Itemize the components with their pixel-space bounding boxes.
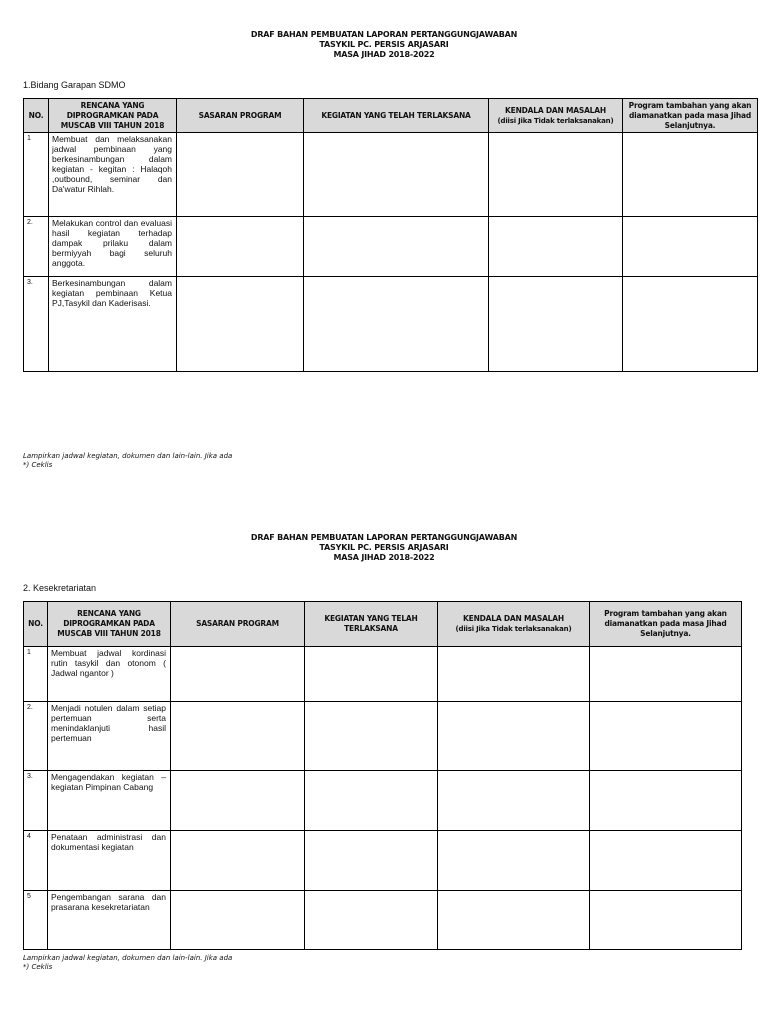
col-header-no: NO. <box>24 602 48 647</box>
cell-program[interactable] <box>623 217 758 277</box>
table-header-row <box>24 602 742 647</box>
cell-program[interactable] <box>590 891 742 950</box>
footnote-2 <box>23 954 232 972</box>
header-period: MASA JIHAD 2018-2022 <box>333 50 435 59</box>
col-header-kendala <box>438 602 590 647</box>
row-rencana: Melakukan control dan evaluasi hasil kegiatan terhadap dampak prilaku dalam bermiyyah bagi seluruh anggota. <box>49 217 177 277</box>
cell-sasaran[interactable] <box>177 277 304 372</box>
footnote-attachment: Lampirkan jadwal kegiatan, dokumen dan lain-lain. Jika ada <box>23 452 233 460</box>
header-subtitle: TASYKIL PC. PERSIS ARJASARI <box>319 543 449 552</box>
table-row <box>24 647 742 702</box>
col-header-kendala-title: KENDALA DAN MASALAH <box>463 614 564 623</box>
cell-sasaran[interactable] <box>171 891 305 950</box>
table-header-row <box>24 99 758 133</box>
cell-sasaran[interactable] <box>171 702 305 771</box>
cell-program[interactable] <box>623 133 758 217</box>
header-period: MASA JIHAD 2018-2022 <box>333 553 435 562</box>
report-table-kesekretariatan <box>23 601 742 950</box>
cell-program[interactable] <box>590 647 742 702</box>
row-number: 5 <box>24 891 48 950</box>
cell-kendala[interactable] <box>438 891 590 950</box>
col-header-rencana: RENCANA YANG DIPROGRAMKAN PADA MUSCAB VIII TAHUN 2018 <box>49 99 177 133</box>
cell-kendala[interactable] <box>489 133 623 217</box>
col-header-program: Program tambahan yang akan diamanatkan pada masa Jihad Selanjutnya. <box>590 602 742 647</box>
table-row <box>24 891 742 950</box>
section-label-kesekretariatan: 2. Kesekretariatan <box>23 583 97 593</box>
footnote-attachment: Lampirkan jadwal kegiatan, dokumen dan lain-lain. Jika ada <box>23 954 233 962</box>
cell-sasaran[interactable] <box>177 217 304 277</box>
col-header-kendala <box>489 99 623 133</box>
cell-kendala[interactable] <box>489 277 623 372</box>
row-rencana: Menjadi notulen dalam setiap pertemuan serta menindaklanjuti hasil pertemuan <box>48 702 171 771</box>
col-header-kegiatan: KEGIATAN YANG TELAH TERLAKSANA <box>304 99 489 133</box>
cell-kendala[interactable] <box>489 217 623 277</box>
cell-kegiatan[interactable] <box>304 277 489 372</box>
table-row <box>24 217 758 277</box>
col-header-sasaran: SASARAN PROGRAM <box>177 99 304 133</box>
row-number: 3. <box>24 771 48 831</box>
cell-program[interactable] <box>590 831 742 891</box>
table-row <box>24 133 758 217</box>
table-row <box>24 771 742 831</box>
cell-kegiatan[interactable] <box>305 891 438 950</box>
footnote-1 <box>23 452 232 470</box>
cell-program[interactable] <box>590 771 742 831</box>
header-subtitle: TASYKIL PC. PERSIS ARJASARI <box>319 40 449 49</box>
col-header-kendala-title: KENDALA DAN MASALAH <box>505 105 606 115</box>
cell-sasaran[interactable] <box>171 831 305 891</box>
cell-kegiatan[interactable] <box>305 771 438 831</box>
cell-kegiatan[interactable] <box>305 831 438 891</box>
row-rencana: Penataan administrasi dan dokumentasi kegiatan <box>48 831 171 891</box>
cell-program[interactable] <box>623 277 758 372</box>
col-header-no: NO. <box>24 99 49 133</box>
col-header-program: Program tambahan yang akan diamanatkan pada masa Jihad Selanjutnya. <box>623 99 758 133</box>
cell-sasaran[interactable] <box>171 647 305 702</box>
col-header-sasaran: SASARAN PROGRAM <box>171 602 305 647</box>
table-row <box>24 831 742 891</box>
row-rencana: Mengagendakan kegiatan – kegiatan Pimpinan Cabang <box>48 771 171 831</box>
row-number: 1 <box>24 647 48 702</box>
cell-kegiatan[interactable] <box>305 647 438 702</box>
row-number: 1 <box>24 133 49 217</box>
cell-kendala[interactable] <box>438 702 590 771</box>
cell-kegiatan[interactable] <box>304 133 489 217</box>
row-rencana: Pengembangan sarana dan prasarana kesekretariatan <box>48 891 171 950</box>
document-header-1 <box>0 30 768 60</box>
table-row <box>24 277 758 372</box>
section-label-sdmo: 1.Bidang Garapan SDMO <box>23 80 126 90</box>
row-number: 2. <box>24 217 49 277</box>
row-number: 4 <box>24 831 48 891</box>
footnote-checklist: *) Ceklis <box>23 461 53 469</box>
cell-sasaran[interactable] <box>171 771 305 831</box>
header-title: DRAF BAHAN PEMBUATAN LAPORAN PERTANGGUNGJAWABAN <box>250 30 518 39</box>
row-rencana: Berkesinambungan dalam kegiatan pembinaan Ketua PJ,Tasykil dan Kaderisasi. <box>49 277 177 372</box>
col-header-kendala-note: (diisi Jika Tidak terlaksanakan) <box>455 625 572 633</box>
col-header-rencana: RENCANA YANG DIPROGRAMKAN PADA MUSCAB VIII TAHUN 2018 <box>48 602 171 647</box>
cell-kendala[interactable] <box>438 647 590 702</box>
report-table-sdmo <box>23 98 758 372</box>
header-title: DRAF BAHAN PEMBUATAN LAPORAN PERTANGGUNGJAWABAN <box>250 533 518 542</box>
table-row <box>24 702 742 771</box>
cell-kendala[interactable] <box>438 831 590 891</box>
footnote-checklist: *) Ceklis <box>23 963 53 971</box>
row-rencana: Membuat dan melaksanakan jadwal pembinaan yang berkesinambungan dalam kegiatan - kegitan : Halaqoh ,outbound, seminar dan Da'watur Rihlah. <box>49 133 177 217</box>
cell-kegiatan[interactable] <box>305 702 438 771</box>
cell-sasaran[interactable] <box>177 133 304 217</box>
col-header-kendala-note: (diisi Jika Tidak terlaksanakan) <box>497 116 614 125</box>
row-rencana: Membuat jadwal kordinasi rutin tasykil dan otonom ( Jadwal ngantor ) <box>48 647 171 702</box>
cell-program[interactable] <box>590 702 742 771</box>
row-number: 3. <box>24 277 49 372</box>
cell-kendala[interactable] <box>438 771 590 831</box>
document-header-2 <box>0 533 768 563</box>
row-number: 2. <box>24 702 48 771</box>
cell-kegiatan[interactable] <box>304 217 489 277</box>
col-header-kegiatan: KEGIATAN YANG TELAH TERLAKSANA <box>305 602 438 647</box>
